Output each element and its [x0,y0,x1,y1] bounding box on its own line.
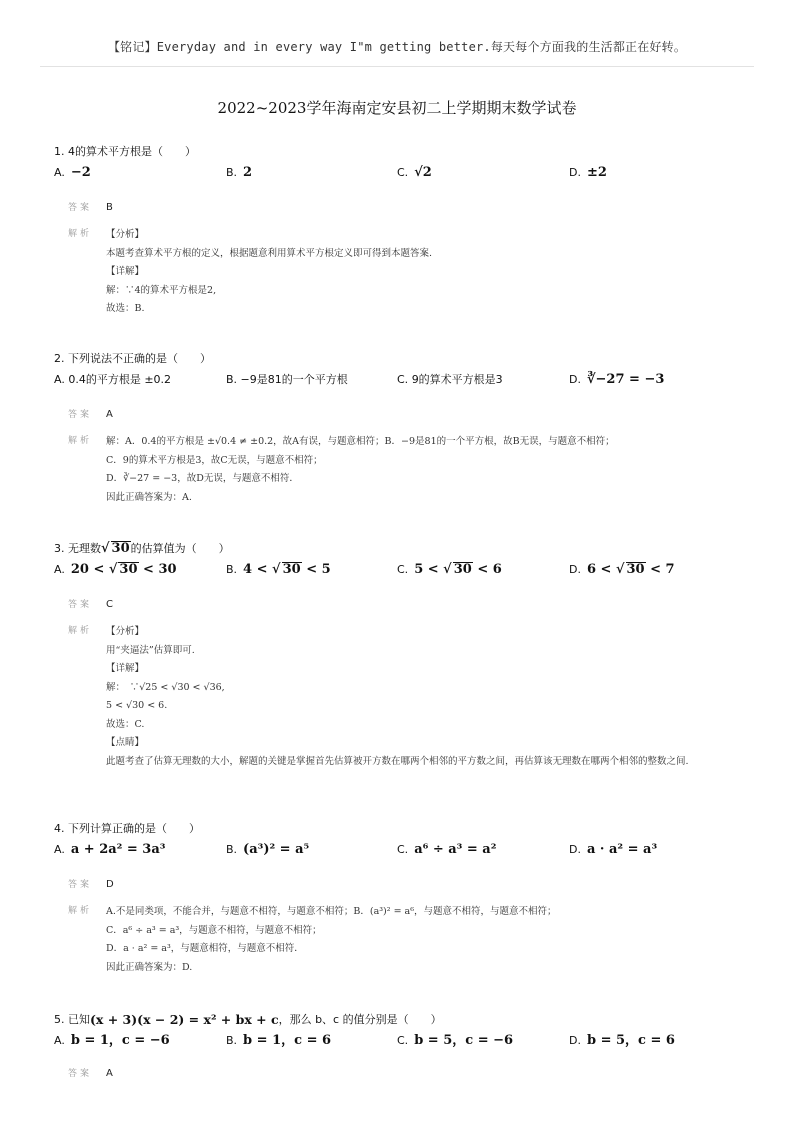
analysis-block [54,623,754,771]
question-5 [54,1011,754,1086]
question-number: 2. [54,352,65,365]
question-number: 3. [54,542,65,555]
analysis-line: 解： ∵√25 < √30 < √36, [106,681,225,693]
question-text: 下列计算正确的是（ ） [68,822,200,835]
header-divider [40,66,754,67]
options-row [54,1030,754,1052]
answer-value: B [106,202,113,213]
analysis-line: 【分析】 [106,626,145,637]
option-a: A. −2 [54,165,91,180]
analysis-line: 此题考查了估算无理数的大小，解题的关键是掌握首先估算被开方数在哪两个相邻的平方数之间，再估算该无理数在哪两个相邻的整数之间. [106,755,689,767]
question-number: 4. [54,822,65,835]
answer-label: 答案 [68,410,93,420]
analysis-line: 【详解】 [106,663,145,674]
analysis-label: 解析 [68,906,93,916]
question-stem [54,350,754,368]
exam-title: 2022~2023学年海南定安县初二上学期期末数学试卷 [217,99,577,117]
option-c: C. b = 5，c = −6 [397,1033,514,1048]
answer-row [54,200,754,220]
option-d: D. ∛−27 = −3 [569,372,665,387]
analysis-line: 【详解】 [106,266,145,277]
option-b: B. b = 1，c = 6 [226,1033,332,1048]
option-b: B. 2 [226,165,253,180]
option-d: D. 6 < √ 30 < 7 [569,562,675,577]
question-4 [54,820,754,977]
analysis-line: A.不是同类项，不能合并，与题意不相符，与题意不相符；B．(a³)² = a⁶，与题意不相符，与题意不相符； [106,906,557,917]
options-row [54,839,754,861]
option-a: A. a + 2a² = 3a³ [54,842,166,857]
analysis-line: 因此正确答案为：D. [106,961,193,973]
option-b: B. (a³)² = a⁵ [226,842,310,857]
header-motto: 【铭记】Everyday and in every way I"m getting better.每天每个方面我的生活都正在好转。 [107,40,687,54]
question-1 [54,143,754,319]
options-row [54,559,754,581]
answer-label: 答案 [68,203,93,213]
analysis-line: 用“夹逼法”估算即可. [106,644,195,656]
question-stem: 5. 已知 (x + 3)(x − 2) = x² + bx + c ，那么 b、c 的值分别是（ ） [54,1012,442,1027]
option-a: A. b = 1，c = −6 [54,1033,170,1048]
analysis-line: C．a⁶ ÷ a³ = a³，与题意不相符，与题意不相符； [106,924,322,936]
question-3 [54,540,754,771]
analysis-line: 本题考查算术平方根的定义，根据题意利用算术平方根定义即可得到本题答案. [106,247,433,259]
analysis-line: D．a · a² = a³，与题意相符，与题意不相符． [106,943,304,954]
analysis-label: 解析 [68,436,93,446]
question-number: 1. [54,145,65,158]
option-d: D. b = 5，c = 6 [569,1033,675,1048]
answer-value: A [106,409,113,420]
analysis-line: 5 < √30 < 6. [106,700,168,711]
option-b: B. 4 < √ 30 < 5 [226,562,331,577]
analysis-block [54,433,754,507]
option-c: C. 9的算术平方根是3 [397,373,503,386]
analysis-line: 解：∵4的算术平方根是2, [106,284,217,296]
option-a: A. 20 < √ 30 < 30 [54,562,177,577]
analysis-line: 因此正确答案为：A. [106,491,192,503]
answer-label: 答案 [68,600,93,610]
analysis-block [54,226,754,319]
analysis-line: D．∛−27 = −3，故D无误，与题意不相符． [106,473,299,484]
answer-row [54,877,754,897]
question-stem [54,820,754,838]
question-stem [54,143,754,161]
option-c: C. 5 < √ 30 < 6 [397,562,502,577]
analysis-label: 解析 [68,229,93,239]
options-row [54,369,754,391]
analysis-line: C．9的算术平方根是3，故C无误，与题意不相符； [106,454,323,466]
analysis-line: 故选：C. [106,718,145,730]
answer-value: C [106,599,113,610]
answer-label: 答案 [68,1069,93,1079]
question-text: 4的算术平方根是（ ） [68,145,196,158]
analysis-line: 故选：B. [106,303,145,314]
analysis-line: 解：A．0.4的平方根是 ±√0.4 ≠ ±0.2，故A有误，与题意相符；B．−9是81的一个平方根，故B无误，与题意不相符； [106,436,615,447]
options-row [54,162,754,184]
answer-row [54,407,754,427]
answer-row [54,1066,754,1086]
analysis-line: 【点睛】 [106,737,145,748]
analysis-block [54,903,754,977]
answer-value: A [106,1068,113,1079]
option-c: C. √2 [397,165,432,180]
question-2 [54,350,754,507]
question-stem: 3. 无理数 √ 30 的估算值为（ ） [54,541,230,556]
option-a: A. 0.4的平方根是 ±0.2 [54,373,172,386]
answer-label: 答案 [68,880,93,890]
analysis-label: 解析 [68,626,93,636]
question-text: 下列说法不正确的是（ ） [68,352,211,365]
option-b: B. −9是81的一个平方根 [226,373,348,386]
question-number: 5. [54,1013,65,1026]
option-d: D. ±2 [569,165,607,180]
answer-value: D [106,879,114,890]
analysis-line: 【分析】 [106,229,145,240]
answer-row [54,597,754,617]
option-d: D. a · a² = a³ [569,842,658,857]
option-c: C. a⁶ ÷ a³ = a² [397,842,497,857]
